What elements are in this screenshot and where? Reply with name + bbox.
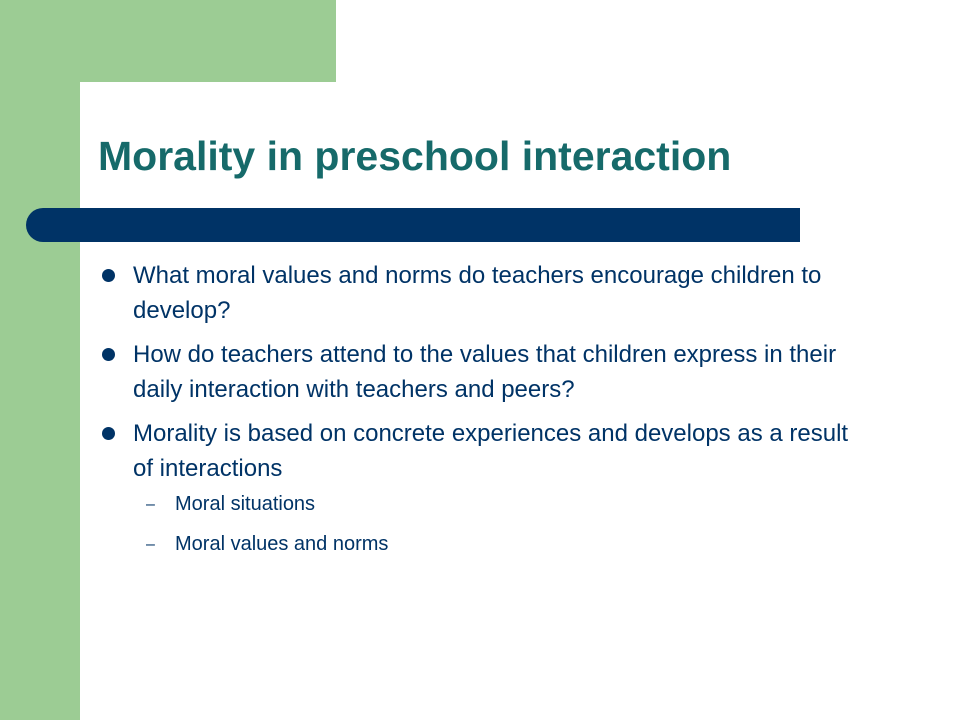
bullet-item bbox=[102, 416, 862, 556]
bullet-dot-icon bbox=[102, 269, 115, 282]
bullet-text: Morality is based on concrete experiences and develops as a result of interactions bbox=[133, 420, 849, 482]
dash-icon: – bbox=[146, 496, 155, 513]
bullet-item bbox=[102, 337, 862, 407]
sub-bullet-list bbox=[133, 492, 862, 556]
sub-bullet-text: Moral values and norms bbox=[175, 533, 389, 555]
title-underline-bar bbox=[26, 208, 800, 242]
bullet-text: What moral values and norms do teachers encourage children to develop? bbox=[133, 262, 822, 324]
green-top-band bbox=[80, 0, 336, 82]
bullet-dot-icon bbox=[102, 348, 115, 361]
slide-title: Morality in preschool interaction bbox=[98, 133, 732, 179]
bullet-list bbox=[102, 258, 862, 572]
green-side-band bbox=[0, 0, 80, 720]
sub-bullet-item bbox=[133, 492, 862, 516]
bullet-item bbox=[102, 258, 862, 328]
bullet-text: How do teachers attend to the values that children express in their daily interaction with teachers and peers? bbox=[133, 341, 837, 403]
bullet-dot-icon bbox=[102, 427, 115, 440]
dash-icon: – bbox=[146, 536, 155, 553]
sub-bullet-item bbox=[133, 532, 862, 556]
sub-bullet-text: Moral situations bbox=[175, 493, 316, 515]
